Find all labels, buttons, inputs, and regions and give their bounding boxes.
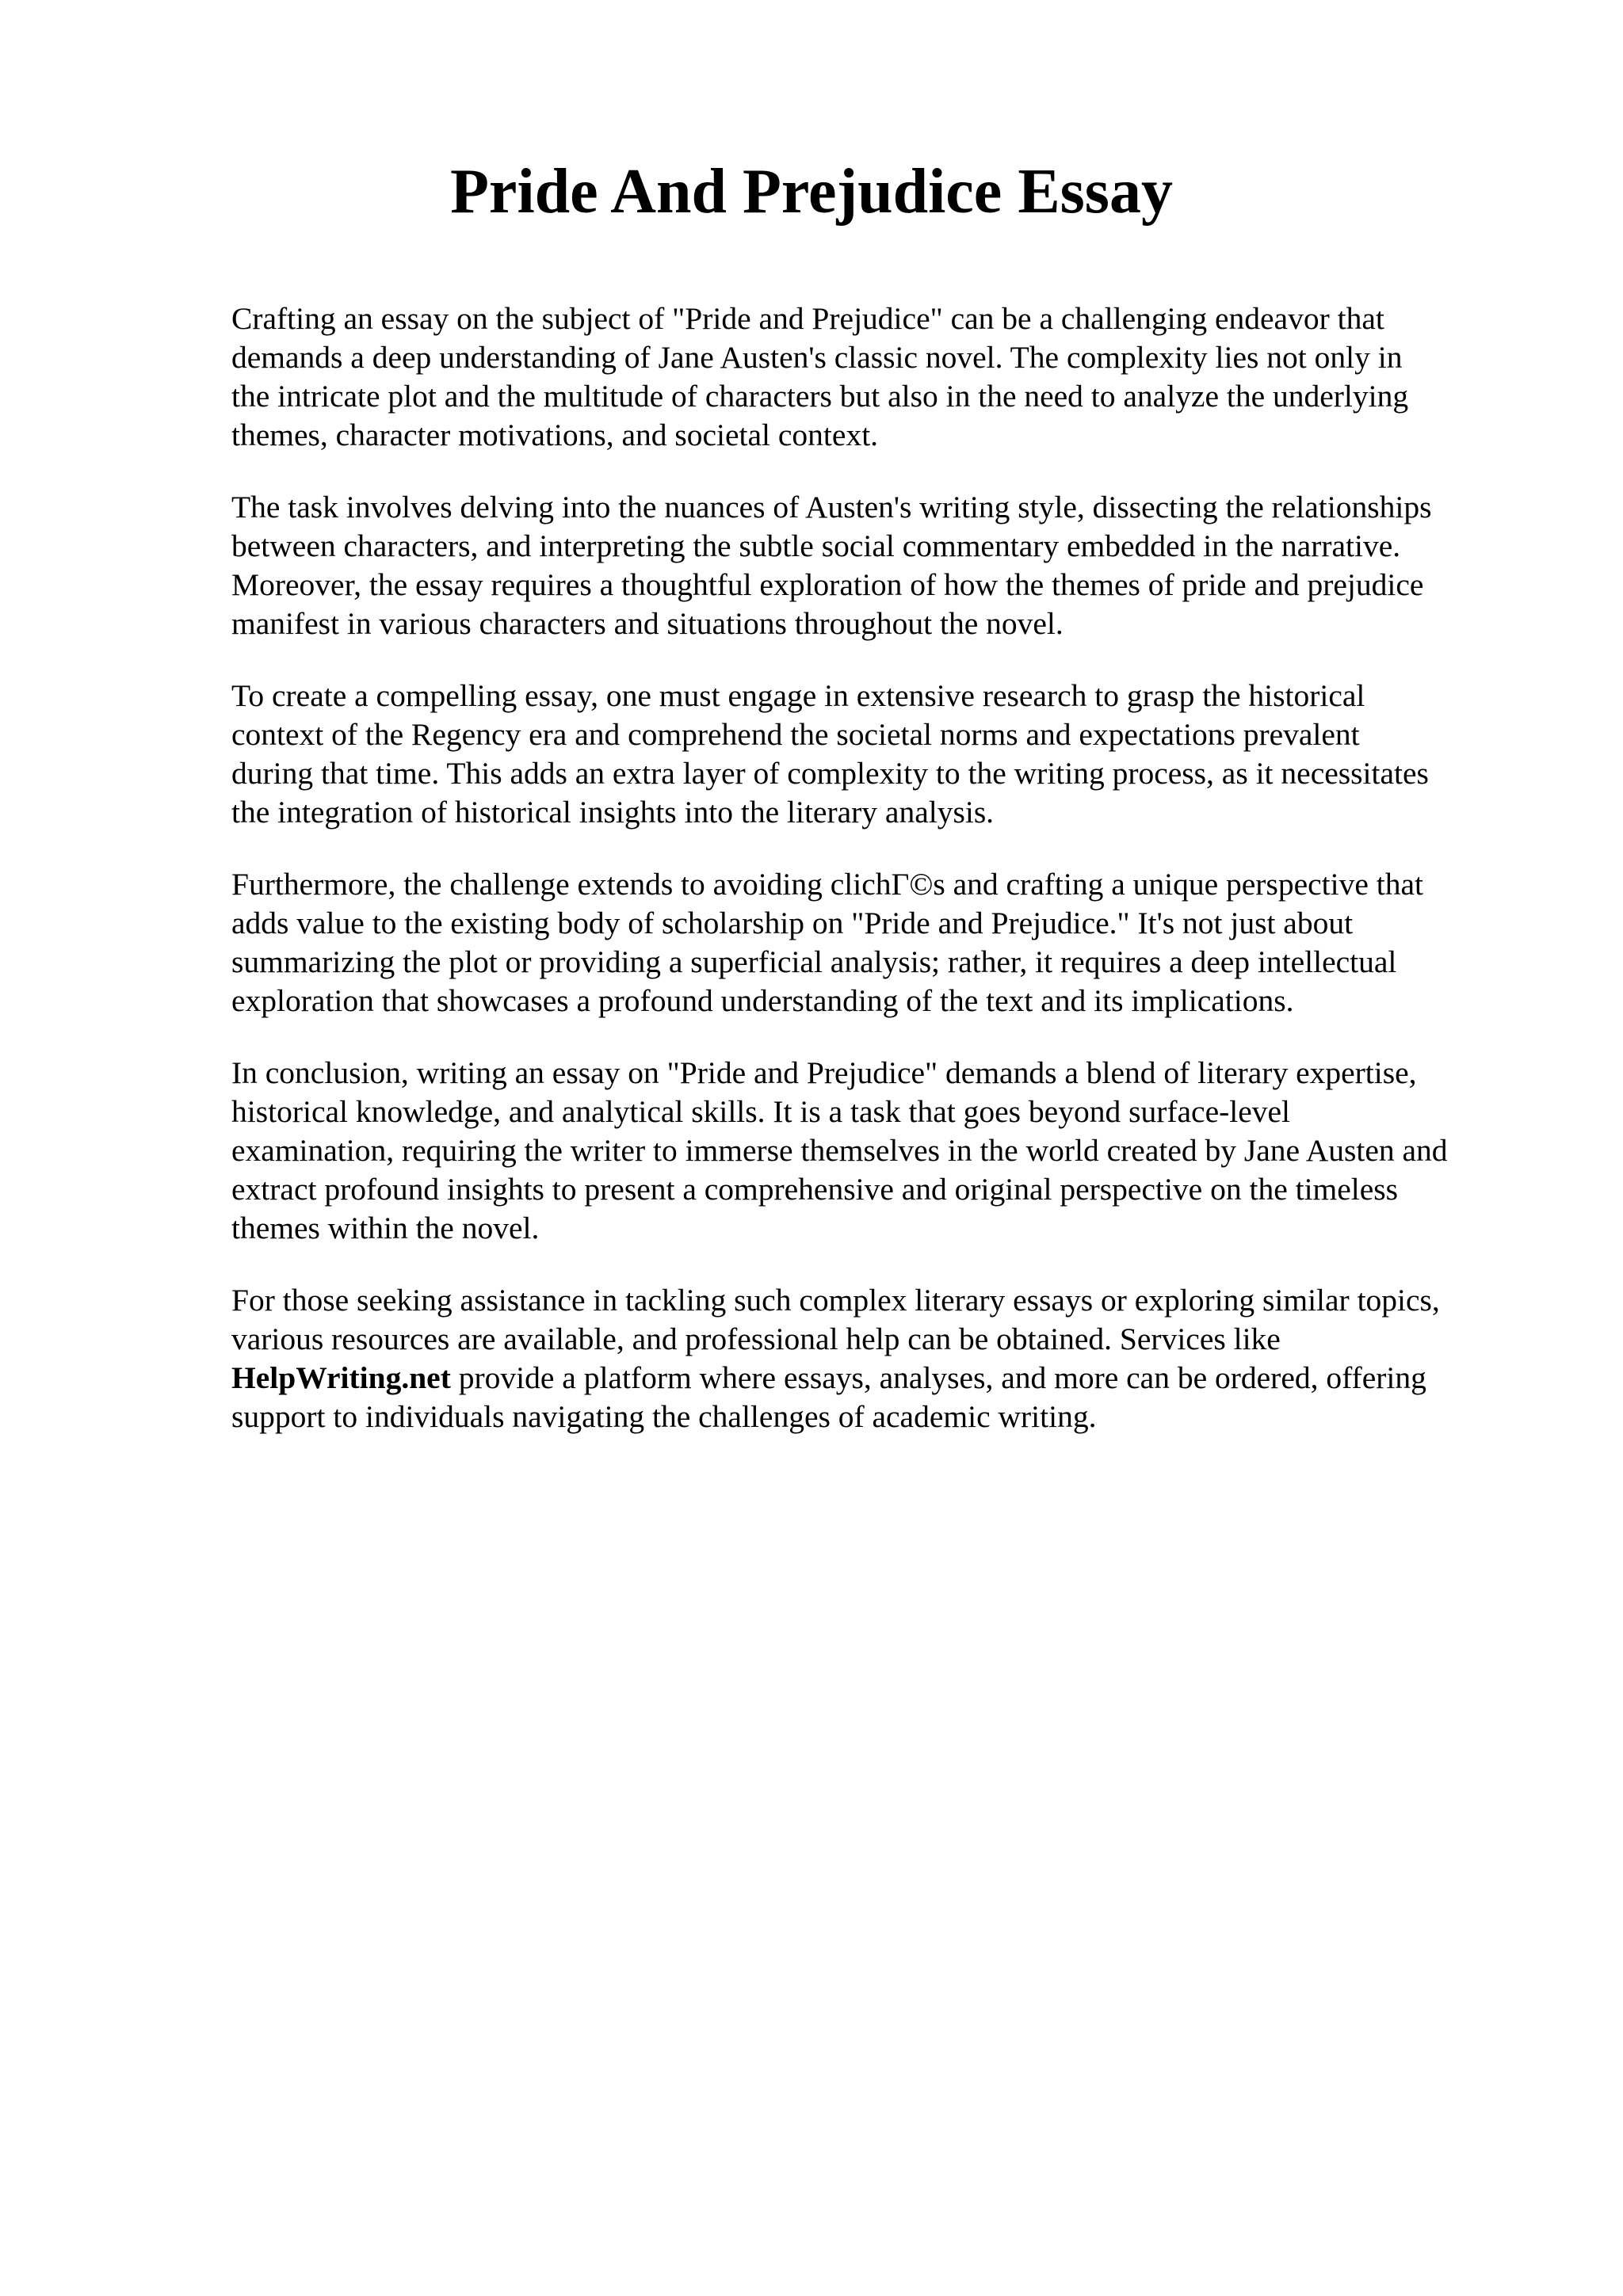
paragraph-5 — [231, 1054, 1515, 1248]
paragraph-1 — [231, 299, 1515, 455]
paragraph-3 — [231, 677, 1515, 832]
text-line: For those seeking assistance in tackling such complex literary essays or exploring similar topics, — [231, 1283, 1440, 1318]
text-line: examination, requiring the writer to immerse themselves in the world created by Jane Austen and — [231, 1133, 1448, 1168]
text-line: during that time. This adds an extra layer of complexity to the writing process, as it necessitates — [231, 756, 1429, 791]
text-line: Moreover, the essay requires a thoughtful exploration of how the themes of pride and prejudice — [231, 567, 1424, 602]
text-line: the intricate plot and the multitude of characters but also in the need to analyze the underlying — [231, 379, 1409, 414]
paragraph-2 — [231, 488, 1515, 643]
essay-body — [231, 299, 1515, 1470]
text-line: themes within the novel. — [231, 1211, 540, 1245]
text-after-brand: provide a platform where essays, analyses, and more can be ordered, offering — [450, 1360, 1426, 1395]
text-line: the integration of historical insights into the literary analysis. — [231, 795, 995, 830]
text-line: In conclusion, writing an essay on "Pride and Prejudice" demands a blend of literary expertise, — [231, 1055, 1417, 1090]
text-line: historical knowledge, and analytical skills. It is a task that goes beyond surface-level — [231, 1094, 1291, 1129]
helpwriting-brand-text: HelpWriting.net — [231, 1360, 451, 1395]
text-line: Crafting an essay on the subject of "Pride and Prejudice" can be a challenging endeavor that — [231, 301, 1384, 336]
text-line: themes, character motivations, and societal context. — [231, 418, 879, 452]
text-line: exploration that showcases a profound understanding of the text and its implications. — [231, 983, 1294, 1018]
paragraph-6 — [231, 1281, 1515, 1436]
text-line: summarizing the plot or providing a superficial analysis; rather, it requires a deep intellectual — [231, 944, 1397, 979]
text-line: extract profound insights to present a comprehensive and original perspective on the timeless — [231, 1172, 1399, 1207]
text-line: manifest in various characters and situations throughout the novel. — [231, 606, 1064, 641]
text-line: Furthermore, the challenge extends to avoiding clichΓ©s and crafting a unique perspective that — [231, 867, 1423, 902]
text-line: demands a deep understanding of Jane Austen's classic novel. The complexity lies not only in — [231, 340, 1403, 375]
paragraph-4 — [231, 865, 1515, 1020]
text-line: support to individuals navigating the challenges of academic writing. — [231, 1399, 1097, 1434]
text-line: adds value to the existing body of scholarship on "Pride and Prejudice." It's not just about — [231, 906, 1354, 940]
text-line: various resources are available, and professional help can be obtained. Services like — [231, 1322, 1281, 1356]
document-title: Pride And Prejudice Essay — [450, 157, 1173, 227]
text-line: To create a compelling essay, one must engage in extensive research to grasp the historical — [231, 678, 1365, 713]
text-line: The task involves delving into the nuances of Austen's writing style, dissecting the relationships — [231, 490, 1432, 524]
text-line: between characters, and interpreting the subtle social commentary embedded in the narrative. — [231, 528, 1401, 563]
text-line: context of the Regency era and comprehend the societal norms and expectations prevalent — [231, 717, 1360, 752]
text-line-with-brand — [231, 1359, 1515, 1398]
